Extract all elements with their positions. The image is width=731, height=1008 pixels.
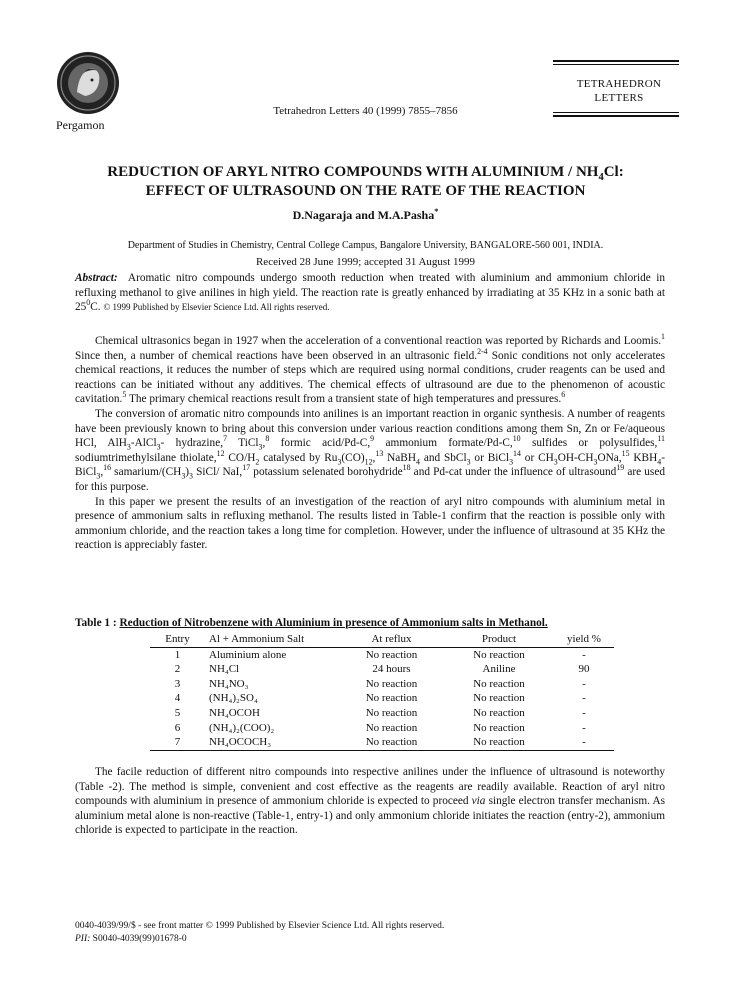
- cell-salt: NH₄NO₃: [209, 677, 249, 690]
- cell-reflux: No reaction: [365, 721, 418, 734]
- cell-entry: 4: [174, 692, 181, 705]
- cell-entry: 1: [174, 648, 181, 661]
- series-line-2: LETTERS: [594, 92, 644, 104]
- cell-product: No reaction: [473, 692, 525, 705]
- cell-product: No reaction: [473, 706, 525, 719]
- header-reflux: At reflux: [339, 632, 444, 647]
- paragraph-1: Chemical ultrasonics began in 1927 when the acceleration of a conventional reaction was reported by Richards and Loomis.$^1$ Since then, a number of chemical reactions have been observed in an ultrasonic field.$^{2-4}$ Sonic conditions not only accelerates chemical reactions, it reduces the number of steps which are required using normal conditions, cruder reagents can be used and reactions can be initiated without any additives. The chemical effects of ultrasound are due to the phenomenon of acoustic cavitation.$^5$ The primary chemical reactions result from a transient state of high temperatures and pressures.$^6$: [75, 332, 665, 406]
- cell-entry: 2: [174, 663, 181, 676]
- table-header-row: [150, 632, 614, 647]
- cell-yield: -: [582, 648, 586, 661]
- cell-yield: 90: [578, 663, 590, 676]
- cell-product: Aniline: [482, 663, 516, 676]
- cell-reflux: 24 hours: [372, 663, 411, 676]
- cell-yield: -: [582, 706, 586, 719]
- footer-copyright: 0040-4039/99/$ - see front matter © 1999 Published by Elsevier Science Ltd. All rights reserved.: [75, 921, 445, 931]
- table-row: [150, 721, 614, 736]
- series-line-1: TETRAHEDRON: [576, 78, 662, 90]
- journal-reference: Tetrahedron Letters 40 (1999) 7855–7856: [273, 105, 458, 117]
- cell-salt: NH₄Cl: [209, 663, 240, 676]
- cell-reflux: No reaction: [365, 706, 418, 719]
- table-label: Table 1 :: [75, 617, 117, 629]
- article-title: [70, 163, 661, 201]
- title-line-1: REDUCTION OF ARYL NITRO COMPOUNDS WITH ALUMINIUM / $NH_4Cl$:: [107, 164, 624, 183]
- title-line-2: EFFECT OF ULTRASOUND ON THE RATE OF THE REACTION: [145, 183, 586, 199]
- cell-reflux: No reaction: [365, 648, 418, 661]
- cell-entry: 3: [174, 677, 181, 690]
- paragraph-2: The conversion of aromatic nitro compounds into anilines is an important reaction in organic synthesis. A number of reagents have been previously known to bring about this conversion under various reaction conditions among them Sn, Zn or Fe/aqueous HCl, AlH$_3$-AlCl$_3$- hydrazine,$^7$ TiCl$_3$,$^8$ formic acid/Pd-C,$^9$ ammonium formate/Pd-C,$^{10}$ sulfides or polysulfides,$^{11}$ sodiumtrimethylsilane thiolate,$^{12}$ $CO/H_2$ catalysed by $Ru_3(CO)_{12},^{13}$ NaBH$_4$ and SbCl$_3$ or BiCl$_3^{14}$ or $CH_3OH-CH_3ONa,^{15}$ $KBH_4-BiCl_3,^{16}$ samarium/$(CH_3)_3$ SiCl/ NaI,$^{17}$ potassium selenated borohydride$^{18}$ and Pd-cat under the influence of ultrasound$^{19}$ are used for this purpose.: [75, 407, 666, 493]
- cell-product: No reaction: [473, 677, 525, 690]
- cell-entry: 6: [174, 721, 181, 734]
- table-row: [150, 662, 614, 677]
- results-table: [150, 632, 614, 751]
- cell-salt: (NH₄)₂SO₄: [209, 692, 258, 705]
- journal-series: [560, 77, 678, 105]
- affiliation: Department of Studies in Chemistry, Central College Campus, Bangalore University, BANGALORE-560 001, INDIA.: [127, 240, 604, 251]
- paragraph-3: In this paper we present the results of an investigation of the reaction of aryl nitro compounds with aluminium metal in presence of ammonium salts in refluxing methanol. The results listed in Table-1 confirm that the reaction is possible only with ammonium chloride, and the reaction takes a long time for completion. However, under the influence of ultrasound at 35 KHz the reaction is appreciably faster.: [75, 495, 665, 552]
- table-row: [150, 706, 614, 721]
- footer: [75, 920, 444, 946]
- body-paragraphs-intro: [75, 334, 665, 553]
- cell-salt: NH₄OCOCH₃: [205, 735, 339, 750]
- body-paragraph-discussion: [75, 765, 665, 838]
- table-row: [150, 647, 614, 662]
- header-yield: yield %: [554, 632, 614, 647]
- abstract: Abstract: Aromatic nitro compounds undergo smooth reduction when treated with aluminium and ammonium chloride in refluxing methanol to give anilines in high yield. The reaction rate is greatly enhanced by irradiating at 35 KHz in a sonic bath at $25^0C$. © 1999 Published by Elsevier Science Ltd. All rights reserved.: [75, 272, 665, 313]
- table-caption-text: Reduction of Nitrobenzene with Aluminium in presence of Ammonium salts in Methanol.: [119, 617, 548, 629]
- cell-yield: -: [582, 692, 586, 705]
- cell-yield: -: [582, 721, 586, 734]
- authors: D.Nagaraja and M.A.Pasha*: [292, 207, 439, 222]
- cell-yield: -: [582, 677, 586, 690]
- cell-product: No reaction: [473, 648, 525, 661]
- cell-entry: 5: [174, 706, 181, 719]
- abstract-label: Abstract:: [75, 272, 118, 284]
- cell-yield: -: [554, 735, 614, 750]
- header-product: Product: [444, 632, 554, 647]
- received-dates: Received 28 June 1999; accepted 31 August 1999: [255, 256, 476, 268]
- cell-salt: Aluminium alone: [209, 648, 287, 661]
- publisher-name: Pergamon: [56, 118, 105, 132]
- header-rule-bottom-thick: [553, 115, 679, 117]
- cell-salt: (NH₄)₂(COO)₂: [209, 721, 275, 734]
- header-entry: Entry: [150, 632, 205, 647]
- cell-reflux: No reaction: [365, 677, 418, 690]
- header-rule-bottom: [553, 112, 679, 113]
- header-rule-top-thin: [553, 64, 679, 65]
- abstract-copyright: © 1999 Published by Elsevier Science Ltd. All rights reserved.: [103, 302, 330, 312]
- paragraph-4: The facile reduction of different nitro compounds into respective anilines under the influence of ultrasound is noteworthy (Table -2). The method is simple, convenient and cost effective as the reagents are readily available. Reaction of aryl nitro compounds with aluminium in presence of ammonium chloride is expected to proceed via single electron transfer mechanism. As aluminium metal alone is non-reactive (Table-1, entry-1) and only ammonium chloride initiates the reaction (entry-2), ammonium chloride is expected to participate in the reaction.: [75, 766, 666, 837]
- cell-reflux: No reaction: [339, 735, 444, 750]
- cell-salt: NH₄OCOH: [209, 706, 260, 719]
- cell-entry: 7: [150, 735, 205, 750]
- table-row: [150, 691, 614, 706]
- table-row: [150, 677, 614, 692]
- table-caption: [75, 617, 548, 629]
- header-salt: Al + Ammonium Salt: [205, 632, 339, 647]
- header-rule-top: [553, 60, 679, 62]
- cell-product: No reaction: [473, 721, 525, 734]
- table-row: [150, 735, 614, 750]
- cell-reflux: No reaction: [365, 692, 418, 705]
- footer-pii: PII: S0040-4039(99)01678-0: [75, 934, 187, 944]
- cell-product: No reaction: [444, 735, 554, 750]
